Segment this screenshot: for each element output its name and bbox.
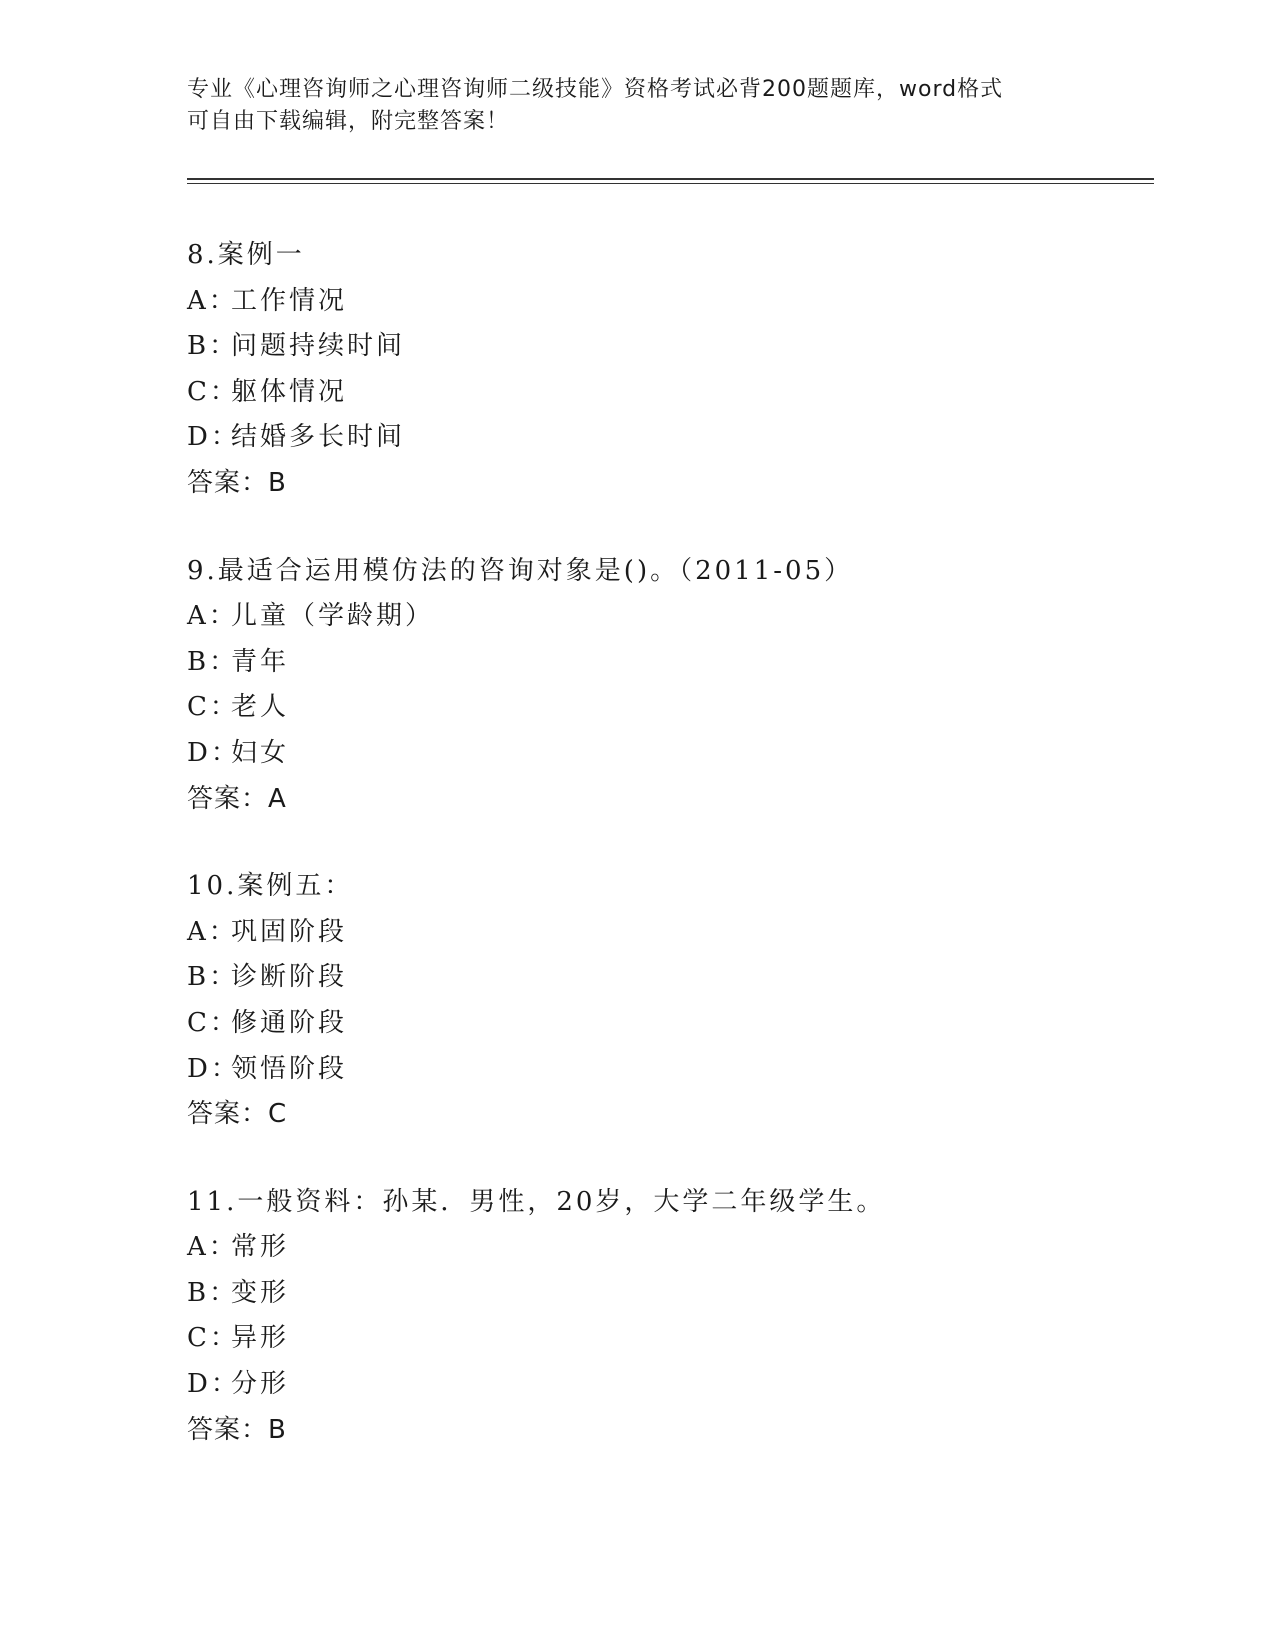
option-c (187, 685, 1147, 731)
option-label: B： (187, 331, 239, 362)
option-d (187, 731, 1147, 777)
question-9 (187, 549, 1147, 823)
question-11 (187, 1180, 1147, 1454)
option-text: 异形 (231, 1323, 290, 1354)
option-a (187, 594, 1147, 640)
option-text: 巩固阶段 (231, 916, 348, 947)
option-d (187, 1362, 1147, 1408)
answer-line: 答案：C (187, 1099, 288, 1130)
option-b (187, 640, 1147, 686)
option-b (187, 1271, 1147, 1317)
header-title-line2: 可自由下载编辑，附完整答案！ (187, 109, 510, 134)
answer-line: 答案：B (187, 1414, 287, 1445)
option-text: 老人 (231, 692, 290, 723)
option-label: D： (187, 1053, 240, 1084)
option-label: B： (187, 962, 239, 993)
question-stem: 9.最适合运用模仿法的咨询对象是()。（2011-05） (187, 555, 854, 586)
question-stem: 10.案例五： (187, 871, 354, 902)
option-label: A： (187, 1232, 238, 1263)
option-label: A： (187, 285, 238, 316)
option-text: 常形 (231, 1232, 290, 1263)
option-text: 领悟阶段 (231, 1053, 348, 1084)
option-a (187, 1225, 1147, 1271)
question-8 (187, 233, 1147, 507)
option-d (187, 415, 1147, 461)
option-text: 儿童（学龄期） (231, 601, 435, 632)
option-label: C： (187, 376, 239, 407)
option-text: 变形 (231, 1277, 290, 1308)
option-label: D： (187, 737, 240, 768)
question-stem: 11.一般资料：孙某．男性，20岁，大学二年级学生。 (187, 1186, 886, 1217)
option-label: A： (187, 601, 238, 632)
option-label: C： (187, 1007, 239, 1038)
option-label: C： (187, 1323, 239, 1354)
option-label: D： (187, 1369, 240, 1400)
option-text: 工作情况 (231, 285, 348, 316)
option-c (187, 370, 1147, 416)
option-c (187, 1316, 1147, 1362)
option-b (187, 324, 1147, 370)
option-a (187, 279, 1147, 325)
question-list (187, 233, 1147, 1495)
option-text: 诊断阶段 (231, 962, 348, 993)
option-c (187, 1001, 1147, 1047)
option-text: 躯体情况 (231, 376, 348, 407)
option-text: 修通阶段 (231, 1007, 348, 1038)
question-10 (187, 864, 1147, 1138)
option-d (187, 1047, 1147, 1093)
option-label: B： (187, 1277, 239, 1308)
option-label: B： (187, 646, 239, 677)
option-text: 分形 (231, 1369, 290, 1400)
option-label: A： (187, 916, 238, 947)
option-label: C： (187, 692, 239, 723)
option-text: 青年 (231, 646, 290, 677)
header-divider (187, 178, 1154, 184)
option-text: 问题持续时间 (231, 331, 406, 362)
document-header (187, 74, 1067, 138)
question-stem: 8.案例一 (187, 240, 305, 270)
answer-line: 答案：B (187, 467, 287, 498)
answer-line: 答案：A (187, 783, 287, 814)
option-text: 结婚多长时间 (231, 422, 406, 453)
option-label: D： (187, 422, 240, 453)
option-a (187, 910, 1147, 956)
option-text: 妇女 (231, 737, 290, 768)
option-b (187, 955, 1147, 1001)
header-title-line1: 专业《心理咨询师之心理咨询师二级技能》资格考试必背200题题库，word格式 (187, 77, 1004, 102)
